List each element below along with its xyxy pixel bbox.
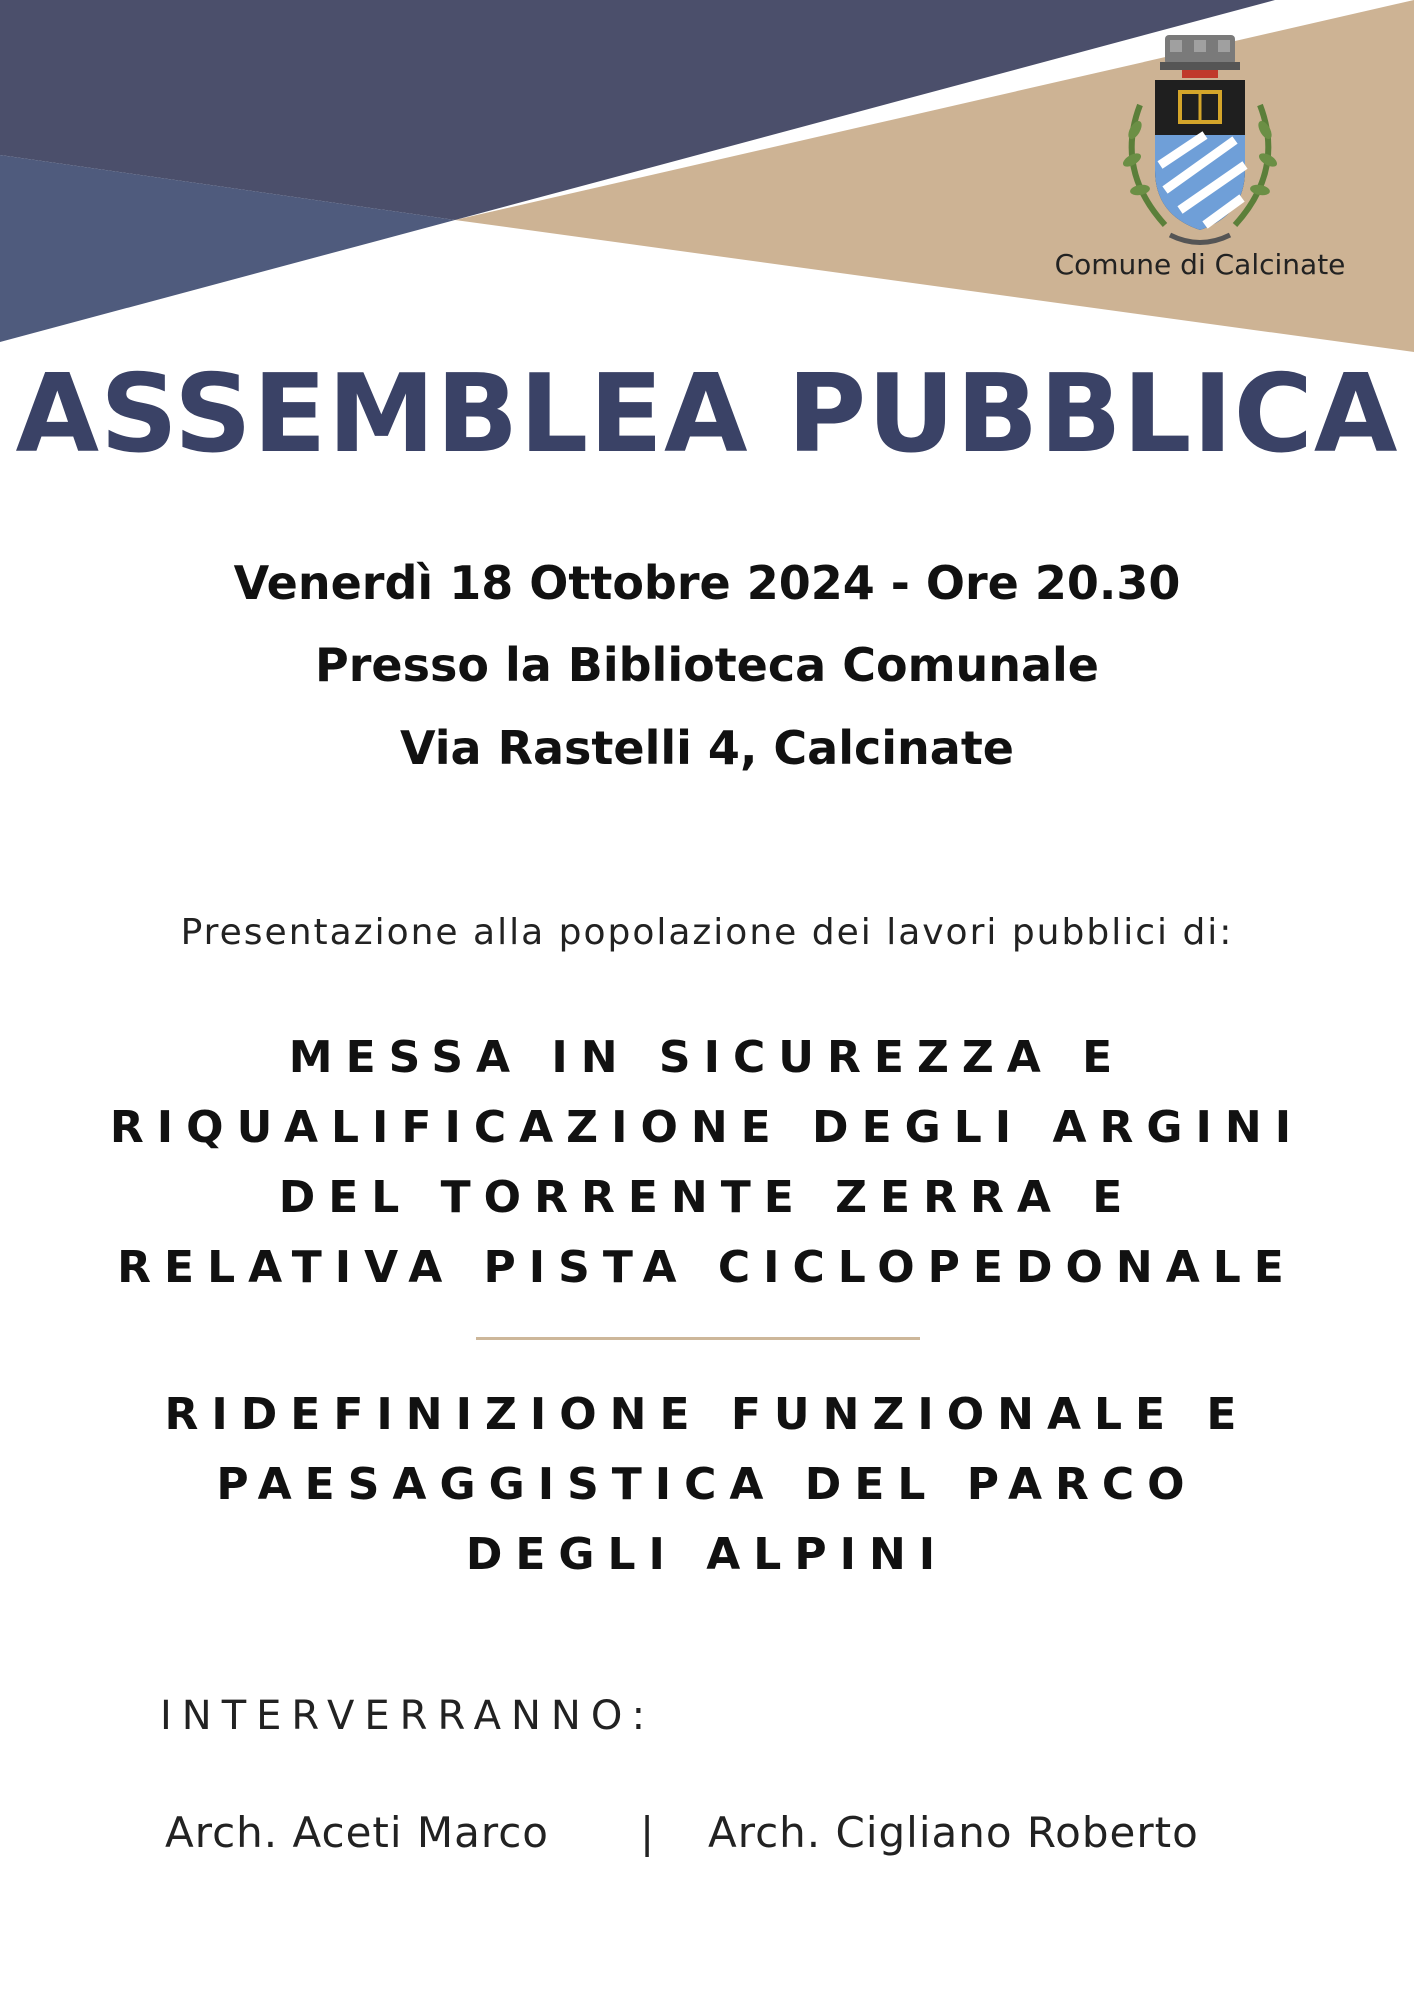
- speakers-label: INTERVERRANNO:: [160, 1693, 656, 1739]
- project-2-line: PAESAGGISTICA DEL PARCO: [216, 1459, 1198, 1510]
- event-date-time: Venerdì 18 Ottobre 2024 - Ore 20.30: [233, 556, 1181, 610]
- project-2-line: DEGLI ALPINI: [465, 1529, 949, 1580]
- project-1-line: MESSA IN SICUREZZA E: [288, 1032, 1126, 1083]
- project-2-line: RIDEFINIZIONE FUNZIONALE E: [164, 1389, 1250, 1440]
- event-venue: Presso la Biblioteca Comunale: [315, 638, 1099, 692]
- project-2: [60, 1380, 1354, 1590]
- project-1-line: DEL TORRENTE ZERRA E: [278, 1172, 1136, 1223]
- page-title: ASSEMBLEA PUBBLICA: [15, 352, 1399, 477]
- project-1-line: RIQUALIFICAZIONE DEGLI ARGINI: [109, 1102, 1305, 1153]
- speaker-name: Arch. Aceti Marco: [165, 1808, 550, 1857]
- municipality-name: Comune di Calcinate: [1054, 248, 1346, 281]
- intro-text: Presentazione alla popolazione dei lavori pubblici di:: [180, 912, 1234, 953]
- event-address: Via Rastelli 4, Calcinate: [399, 721, 1015, 775]
- speaker-name: Arch. Cigliano Roberto: [708, 1808, 1199, 1857]
- speakers-row: [0, 1808, 1414, 1858]
- project-1: [60, 1023, 1354, 1303]
- section-divider: [476, 1337, 920, 1340]
- municipality-crest-logo: [1110, 30, 1290, 255]
- speaker-separator: |: [640, 1808, 656, 1857]
- project-1-line: RELATIVA PISTA CICLOPEDONALE: [117, 1242, 1297, 1293]
